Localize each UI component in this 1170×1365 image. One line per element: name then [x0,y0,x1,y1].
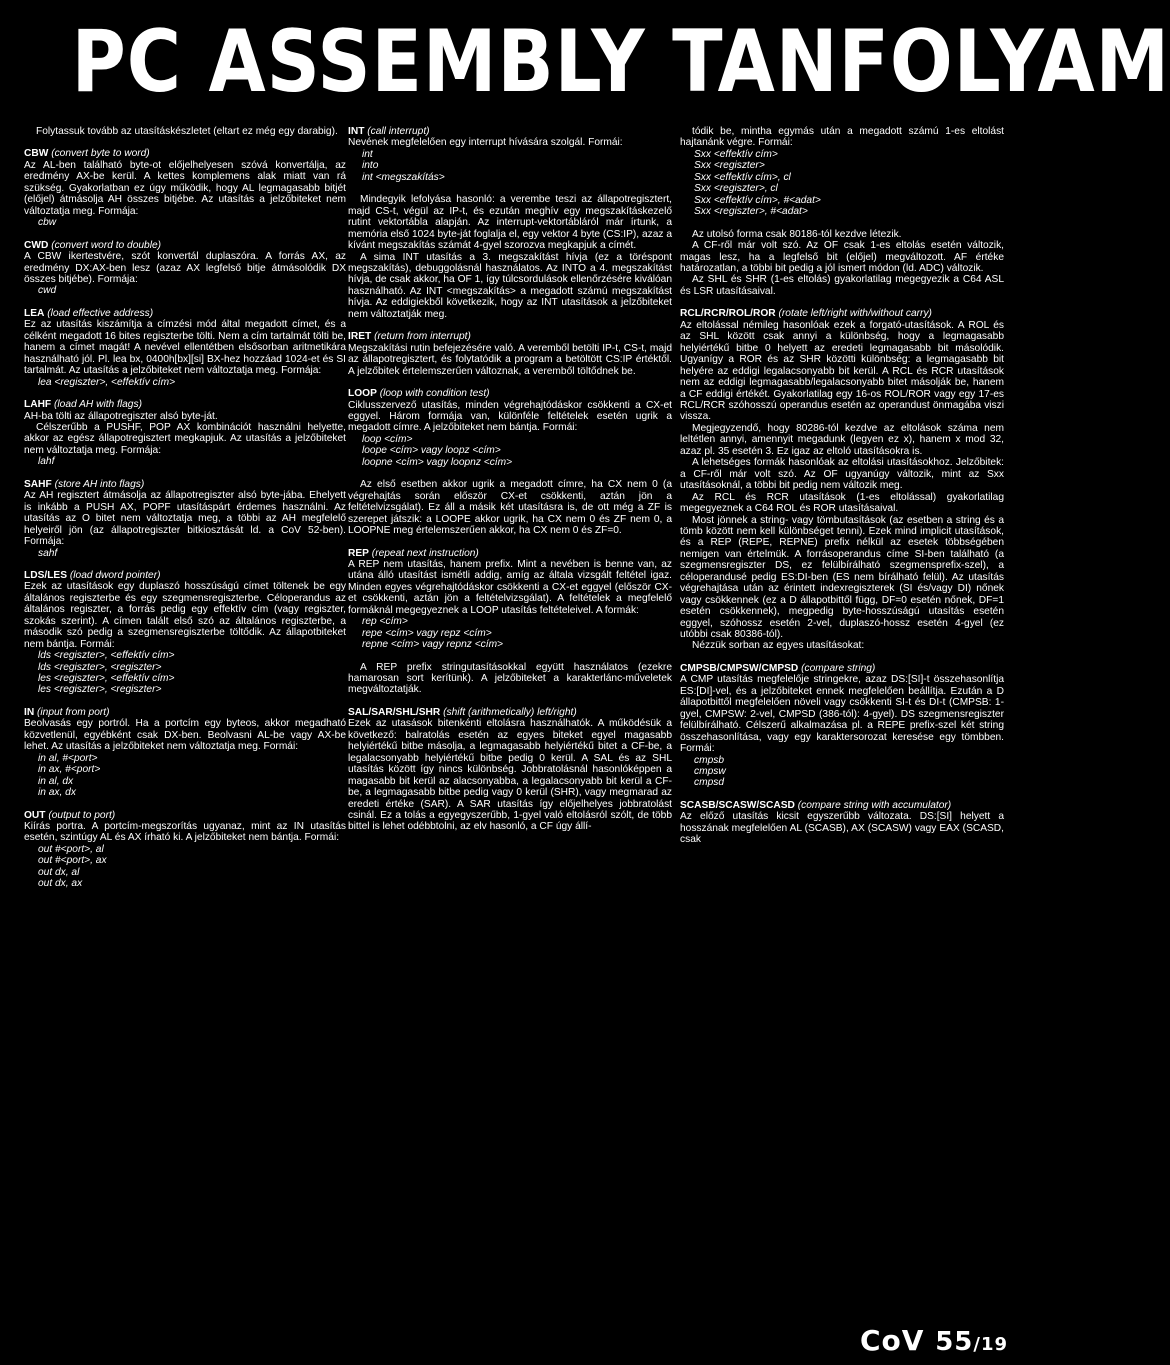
code-block [24,844,346,890]
paragraph: Ciklusszervező utasítás, minden végrehajtódáskor csökkenti a CX-et eggyel. Három formája van, különféle feltételek esetén ugrik a megadott címre. A jelzőbiteket nem bántja. Formái: [348,399,672,434]
code-line: repne <cím> vagy repnz <cím> [362,639,503,651]
instruction-name: OUT [24,809,46,821]
paragraph: A lehetséges formák hasonlóak az eltolási utasításokhoz. Jelzőbitek: a CF-ről már volt szó. Az OF ugyanúgy változik, mint az Sxx utasításoknál, a többi bit pedig nem változik meg. [680,457,1004,492]
section-heading [24,707,346,718]
code-line: Sxx <regiszter>, cl [694,183,778,195]
paragraph: Célszerűbb a PUSHF, POP AX kombinációt használni helyette, akkor az egész állapotregisztert megkapjuk. Az utasítás a jelzőbiteket nem változtatja meg. Formája: [24,421,346,456]
article-section [348,548,672,651]
code-line: Sxx <regiszter>, #<adat> [694,206,808,218]
paragraph: Az első esetben akkor ugrik a megadott címre, ha CX nem 0 (a végrehajtás során először CX-et csökkenti, aztán jön a feltételvizsgálat). Ez áll a másik két utasításra is, de ott még a ZF is szerepet játszik: a LOOPE akkor ugrik, ha CX nem 0 és ZF nem 0, a LOOPNE meg értelemszerűen akkor, ha CX nem 0 és ZF=0. [348,479,672,537]
instruction-name: REP [348,547,369,559]
section-heading [348,331,672,342]
code-line: loop <cím> [362,433,413,445]
paragraph: Az AH regisztert átmásolja az állapotregiszter alsó byte-jába. Ehelyett is inkább a PUSH AX, POPF utasításpárt érdemes használni. Az utasítás az O bitet nem változtatja meg, a többi az AH megfelelő helyeiről jön (az állapotregiszter bitkiosztását ld. a CoV 52-ben). Formája: [24,490,346,548]
code-line: in ax, dx [38,787,76,799]
article-section [348,126,672,183]
article-section [348,194,672,320]
article-section [24,148,346,228]
code-line: int <megszakítás> [362,171,445,183]
article-section [24,570,346,696]
article-section [348,662,672,696]
code-block [24,548,346,559]
article-section [348,331,672,377]
article-section [348,388,672,468]
paragraph: Nevének megfelelően egy interrupt hívására szolgál. Formái: [348,137,623,149]
instruction-name: CWD [24,239,49,251]
paragraph: Nézzük sorban az egyes utasításokat: [692,640,865,652]
code-line: int [362,148,373,160]
code-block [680,149,1004,218]
instruction-description: (rotate left/right with/without carry) [778,308,932,320]
section-heading [24,479,346,490]
section-heading [680,800,1004,811]
paragraph: Kiírás portra. A portcím-megszorítás ugyanaz, mint az IN utasítás esetén, szintúgy AL és AX írható ki. A jelzőbiteket nem bántja. Formái: [24,821,346,844]
code-line: les <regiszter>, <regiszter> [38,684,162,696]
article-section [24,399,346,468]
code-line: repe <cím> vagy repz <cím> [362,627,492,639]
code-line: lds <regiszter>, <regiszter> [38,661,162,673]
paragraph: Az AL-ben található byte-ot előjelhelyesen szóvá konvertálja, az eredmény AX-be kerül. A kettes komplemens alak miatt van rá szükség. Gyakorlatban ez úgy működik, hogy AL legmagasabb bitjét (előjel) átmásolja AH összes bitjébe. Az utasítás a jelzőbiteket nem változtatja meg. Formája: [24,159,346,217]
paragraph: Ez az utasítás kiszámítja a címzési mód által megadott címet, és a célként megadott 16 bites regiszterbe tölti. Nem a cím tartalmát tölti be, hanem a címet magát! A nevével ellentétben elsősorban aritmetikára használható jól. Pl. lea bx, 0400h[bx][si] BX-hez hozzáad 1024-et és SI tartalmát. Az utasítás a jelzőbiteket nem változtatja meg. Formája: [24,319,346,377]
paragraph: A CBW ikertestvére, szót konvertál duplaszóra. A forrás AX, az eredmény DX:AX-ben lesz (azaz AX legfelső bitje átmásolódik DX összes bitjébe). Formája: [24,251,346,285]
paragraph: Beolvasás egy portról. Ha a portcím egy byteos, akkor megadható közvetlenül, egyébként csak DX-ben. Beolvasni AL-be vagy AX-be lehet. Az utasítás a jelzőbiteket nem változtatja meg. Formái: [24,718,346,753]
page-title: PC ASSEMBLY TANFOLYAM [71,12,1170,112]
paragraph: Ezek az utasítások egy duplaszó hosszúságú címet töltenek be egy általános regiszterbe és egy szegmensregiszterbe. Céloperandus az általános regiszter, a forrás pedig egy effektív cím (vagy regiszter, szokás szerint). A címen talált első szó az általános regiszterbe, a második szó pedig a szegmensregiszterbe töltődik. Az állapotbiteket nem bántja. Formái: [24,581,346,650]
code-line: lea <regiszter>, <effektív cím> [38,376,176,388]
code-line: rep <cím> [362,616,408,628]
section-heading [348,707,672,718]
instruction-description: (load AH with flags) [54,399,142,411]
instruction-name: SAHF [24,478,52,490]
code-line: loope <cím> vagy loopz <cím> [362,445,501,457]
page-footer [860,1324,1008,1357]
code-line: lds <regiszter>, <effektív cím> [38,650,175,662]
article-section [348,707,672,833]
instruction-name: LAHF [24,399,52,411]
code-line: out dx, ax [38,878,83,890]
section-heading [24,148,346,159]
paragraph: Ezek az utasások bitenkénti eltolásra használhatók. A működésük a következő: balratolás esetén az egyes biteket egyel magasabb helyiértékű bitbe másolja, a legmagasabb helyiértékű bitet a CF-be, a legalacsonyabb helyiértékű bitbe pedig 0 kerül. A SAL és az SHL utasítás között így nincs különbség. Jobbratolásnál hasonlóképpen a magasabb bit kerül az alacsonyabba, a legalacsonyabb bit kerül a CF-be, a legmagasabb bitbe pedig vagy 0 kerül (SHR), vagy megmarad az eredeti értéke (SAR). A SAR utasítás így előjelhelyes jobbratolást csinál. Ez a tolás a egyegyszerűbb, 1-gyel való eltolásról szólt, de több bittel is lehet odébbtolni, az elv hasonló, a CF úgy állí- [348,718,672,833]
instruction-description: (load dword pointer) [69,569,161,581]
article-section [24,240,346,297]
paragraph: Mindegyik lefolyása hasonló: a verembe teszi az állapotregisztert, majd CS-t, végül az IP-t, és ezután meghív egy megszakításkezelő rutint vektortábla alapján. Az interrupt-vektortábláról már írtunk, a memória első 1024 byte-ját foglalja el, egy vektor 4 byte (CS:IP), azaz a kívánt megszakítás számát 4-gyel szorozva megkapjuk a címét. [348,194,672,252]
section-heading [348,548,672,559]
instruction-description: (shift (arithmetically) left/right) [443,706,577,718]
code-block [24,456,346,467]
instruction-name: SAL/SAR/SHL/SHR [348,706,441,718]
paragraph: tódik be, mintha egymás után a megadott számú 1-es eltolást hajtanánk végre. Formái: [680,126,1004,149]
article-section [24,308,346,388]
code-line: cmpsd [694,777,725,789]
code-block [24,753,346,799]
text-column-2 [348,126,672,833]
code-line: Sxx <effektív cím>, cl [694,171,791,183]
code-line: sahf [38,547,58,559]
paragraph: Az SHL és SHR (1-es eltolás) gyakorlatilag megegyezik a C64 ASL és LSR utasításaival. [680,274,1004,297]
code-line: Sxx <effektív cím> [694,148,778,160]
section-heading [348,388,672,399]
section-heading [24,570,346,581]
instruction-description: (return from interrupt) [374,331,471,343]
magazine-logo: CoV [859,1324,925,1357]
paragraph: Az előző utasítás kicsit egyszerűbb változata. DS:[SI] helyett a hosszának megfelelően AL (SCASB), AX (SCASW) vagy EAX (SCASD, csak [680,811,1004,846]
text-column-1 [24,126,346,890]
text-column-3 [680,126,1004,846]
code-block [680,755,1004,789]
article-section [680,800,1004,846]
code-line: les <regiszter>, <effektív cím> [38,673,175,685]
section-heading [680,308,1004,319]
instruction-name: RCL/RCR/ROL/ROR [680,308,776,320]
code-line: in al, #<port> [38,752,98,764]
instruction-description: (repeat next instruction) [371,547,479,559]
paragraph: Megjegyzendő, hogy 80286-tól kezdve az eltolások száma nem leltétlen annyi, amennyit megadunk (legyen ez x), hanem x mod 32, azaz pl. 35 esetén 3. Ez igaz az eltoló utasításokra is. [680,422,1004,457]
article-section [24,126,346,137]
instruction-description: (compare string with accumulator) [797,799,952,811]
article-section [680,308,1004,652]
page-number: 55 [935,1327,974,1357]
article-section [24,479,346,559]
instruction-description: (output to port) [48,809,116,821]
code-line: cwd [38,285,57,297]
code-line: in al, dx [38,775,74,787]
paragraph: Megszakítási rutin befejezésére való. A veremből betölti IP-t, CS-t, majd az állapotregisztert, és folytatódik a program a betöltött CS:IP értéktől. A jelzőbitek értelemszerűen változnak, a veremből töltődnek be. [348,342,672,377]
instruction-name: CMPSB/CMPSW/CMPSD [680,662,799,674]
paragraph: Folytassuk tovább az utasításkészletet (eltart ez még egy darabig). [36,126,338,137]
code-line: into [362,160,379,172]
paragraph: A sima INT utasítás a 3. megszakítást hívja (ez a töréspont megszakítás), debuggolásnál használatos. Az INTO a 4. megszakítást hívja, de csak akkor, ha OF 1, így túlcsordulások ellenőrzésére kiválóan használható. Az INT <megszakítás> a megadott számú megszakítást hívja. Az eddigiekből következik, hogy az INT utasítások a jelzőbiteket nem változtatják meg. [348,251,672,320]
section-heading [24,399,346,410]
code-line: Sxx <effektív cím>, #<adat> [694,194,821,206]
section-heading [24,240,346,251]
section-heading [24,308,346,319]
code-line: lahf [38,456,55,468]
article-section [24,810,346,890]
instruction-name: IRET [348,331,372,343]
instruction-description: (store AH into flags) [54,478,145,490]
section-heading [680,663,1004,674]
instruction-description: (loop with condition test) [379,388,490,400]
code-block [24,650,346,696]
paragraph: A REP nem utasítás, hanem prefix. Mint a nevében is benne van, az utána álló utasítást ismétli addig, amíg az általa vizsgált feltétel igaz. Minden egyes végrehajtódáskor csökkenti a CX-et eggyel (először CX-et csökkenti, aztán jön a feltételvizsgálat). A feltételek a megfelelő formáknál megegyeznek a LOOP utasítás feltételeivel. A formák: [348,558,672,616]
code-line: cmpsb [694,754,725,766]
instruction-name: CBW [24,148,49,160]
code-line: cbw [38,217,57,229]
code-line: out dx, al [38,866,80,878]
article-section [680,126,1004,218]
code-line: out #<port>, ax [38,855,107,867]
code-block [24,285,346,296]
paragraph: Az RCL és RCR utasítások (1-es eltolással) gyakorlatilag megegyeznek a C64 ROL és ROR utasításaival. [680,491,1004,515]
paragraph: Az utolsó forma csak 80186-tól kezdve létezik. [692,228,902,240]
instruction-name: LEA [24,307,45,319]
instruction-description: (input from port) [37,706,110,718]
code-block [348,434,672,468]
section-heading [348,126,672,137]
instruction-name: INT [348,126,365,137]
code-line: out #<port>, al [38,843,104,855]
paragraph: A REP prefix stringutasításokkal együtt használatos (ezekre hamarosan sort kerítünk). A jelzőbiteket a karakterlánc-műveletek megváltoztatják. [348,661,672,696]
instruction-description: (convert word to double) [51,239,162,251]
page-total: /19 [973,1334,1008,1355]
article-section [348,479,672,536]
article-section [680,663,1004,789]
code-block [348,616,672,650]
section-heading [24,810,346,821]
paragraph: Az eltolással némileg hasonlóak ezek a forgató-utasítások. A ROL és az SHL között csak annyi a különbség, hogy a legmagasabb helyiértékű bitbe 0 helyett az eredeti legmagasabb bit másolódik. Ugyanígy a ROR és az SHR közötti különbség: a legmagasabb bit helyére az eddigi legalacsonyabb bit kerül. A RCL és RCR utasítások nem az eddigi legmagasabb/legalacsonyabb bitet másolják be, hanem a CF eddigi értékét. Gyakorlatilag egy 16-os ROL/ROR vagy egy 17-es RCL/RCR szóhosszú operandus esetén az operandust önmagába viszi vissza. [680,319,1004,423]
instruction-description: (call interrupt) [367,126,430,137]
instruction-description: (convert byte to word) [51,148,150,160]
instruction-name: LDS/LES [24,569,68,581]
code-line: loopne <cím> vagy loopnz <cím> [362,456,513,468]
instruction-description: (compare string) [801,662,876,674]
instruction-name: LOOP [348,388,377,400]
instruction-name: SCASB/SCASW/SCASD [680,799,795,811]
paragraph: Most jönnek a string- vagy tömbutasítások (az esetben a string és a tömb között nem kell különbséget tenni). Ezek mind implicit utasítások, és a REP (REPE, REPNE) prefix nélkül az esetek többségében nemigen van értelmük. A forrásoperandus címe SI-ben található (a szegmensregiszter DS, ez felülbírálható szegmensprefix-szel), a céloperandusé pedig ES:DI-ben (ES nem bírálható felül). Az utasítás végrehajtása után az érintett indexregiszterek (SI és/vagy DI) nőnek vagy csökkennek (ez a D állapotbittől függ, DF=0 esetén nőnek, DF=1 esetén csökkennek), megpedig byte-hosszúságú utasítás esetén eggyel, szóhossz esetén 2-vel, duplaszó-hossz esetén 4-gyel (ez utóbbi csak 80386-tól). [680,514,1004,641]
code-block [24,377,346,388]
code-block [348,149,672,183]
code-line: cmpsw [694,766,726,778]
code-block [24,217,346,228]
article-section [680,229,1004,298]
instruction-name: IN [24,706,35,718]
article-section [24,707,346,799]
paragraph: AH-ba tölti az állapotregiszter alsó byte-ját. [24,410,218,422]
code-line: Sxx <regiszter> [694,160,765,172]
instruction-description: (load effective address) [47,307,154,319]
paragraph: A CMP utasítás megfelelője stringekre, azaz DS:[SI]-t összehasonlítja ES:[DI]-vel, és a jelzőbiteket ennek megfelelően beállítja. Ezután a D állapotbittől megfelelően növeli vagy csökkenti SI-t és DI-t (CMPSB: 1-gyel, CMPSW: 2-vel, CMPSD (386-tól): 4-gyel). DS szegmensregiszter felülbírálható. Célszerű alkalmazása pl. a REPE prefix-szel két string összehasonlítása, vagy egy karaktersorozat keresése egy tömbben. Formái: [680,674,1004,755]
paragraph: A CF-ről már volt szó. Az OF csak 1-es eltolás esetén változik, magas lesz, ha a legfelső bit (előjel) megváltozott. AF értéke határozatlan, a többi bit pedig a jól ismert módon (ld. ADC) változik. [680,240,1004,274]
code-line: in ax, #<port> [38,764,101,776]
